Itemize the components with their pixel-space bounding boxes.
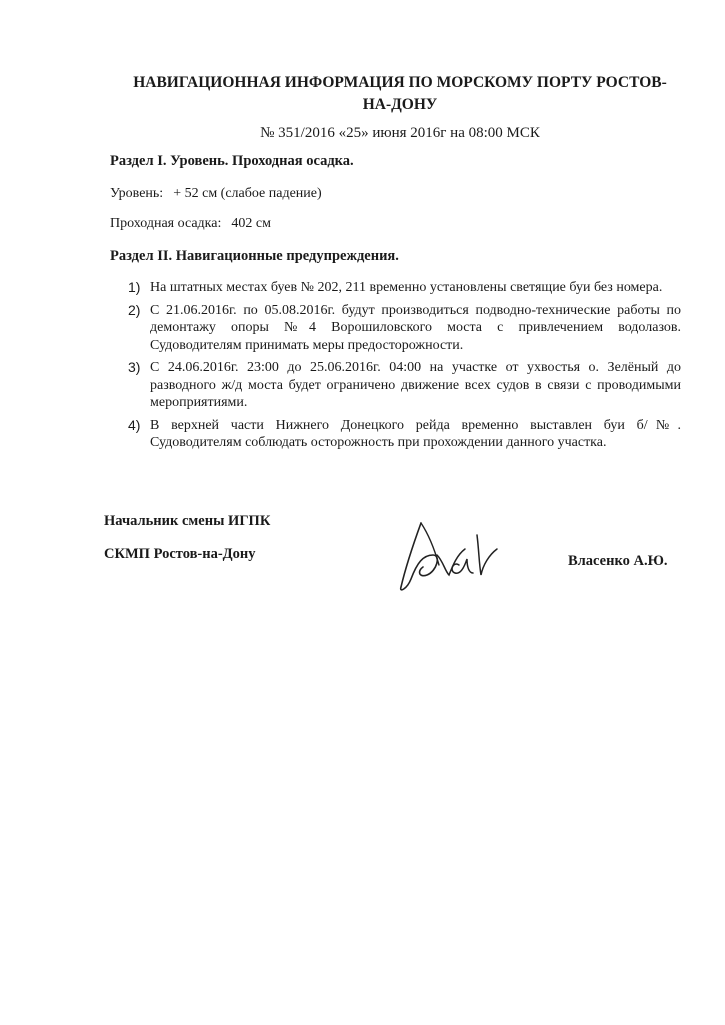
level-value: + 52 см (слабое падение) [173, 186, 322, 201]
list-item [128, 417, 681, 452]
list-item-number: 2) [128, 301, 141, 318]
list-item-text: С 24.06.2016г. 23:00 до 25.06.2016г. 04:00 на участке от ухвостья о. Зелёный до разводного ж/д моста будет ограничено движение всех судов в связи с проводимыми мероприятиями. [150, 360, 681, 410]
list-item [128, 359, 681, 412]
signer-name: Власенко А.Ю. [568, 553, 668, 569]
draft-label: Проходная осадка: [110, 216, 222, 231]
document-number-line: № 351/2016 «25» июня 2016г на 08:00 МСК [260, 125, 540, 141]
signer-role-line1: Начальник смены ИГПК [104, 513, 271, 529]
list-item-text: На штатных местах буев № 202, 211 временно установлены светящие буи без номера. [150, 280, 663, 295]
warnings-list [128, 279, 681, 452]
level-label: Уровень: [110, 186, 164, 201]
list-item-number: 4) [128, 416, 141, 433]
list-item [128, 302, 681, 355]
signer-role-line2: СКМП Ростов-на-Дону [104, 546, 256, 562]
handwritten-signature [393, 515, 503, 595]
draft-value: 402 см [231, 216, 271, 231]
document-title: НАВИГАЦИОННАЯ ИНФОРМАЦИЯ ПО МОРСКОМУ ПОРТУ РОСТОВ-НА-ДОНУ [133, 74, 667, 113]
level-row [110, 186, 322, 202]
list-item [128, 279, 681, 297]
section2-heading: Раздел II. Навигационные предупреждения. [110, 248, 399, 264]
list-item-number: 1) [128, 279, 141, 295]
draft-row [110, 216, 271, 232]
list-item-text: С 21.06.2016г. по 05.08.2016г. будут производиться подводно-технические работы по демонтажу опоры №4 Ворошиловского моста с привлечением водолазов. Судоводителям принимать меры предосторожности. [150, 302, 681, 353]
list-item-number: 3) [128, 359, 141, 375]
list-item-text: В верхней части Нижнего Донецкого рейда временно выставлен буи б/№. Судоводителям соблюдать осторожность при прохождении данного участка. [150, 417, 681, 450]
section1-heading: Раздел I. Уровень. Проходная осадка. [110, 153, 354, 169]
